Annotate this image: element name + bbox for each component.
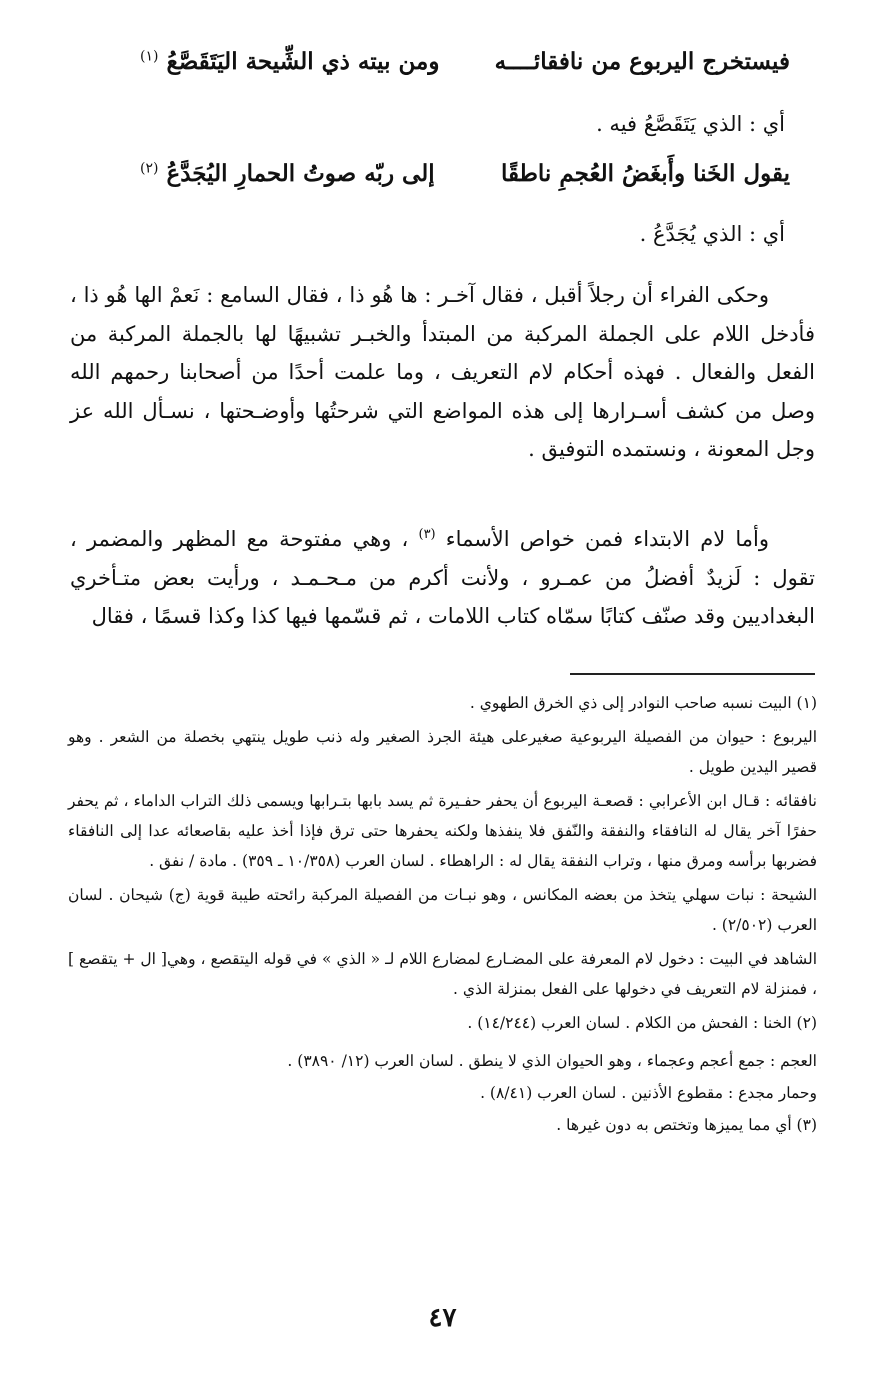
footnote-reference-3: (٣)	[418, 527, 436, 542]
paragraph-2-text-rest: ، وهي مفتوحة مع المظهر والمضمر ، تقول : لَزيدٌ أفضلُ من عمـرو ، ولأنت أكرم من مـحـمـد ، ورأيت بعض متـأخري البغداديين وقد صنّف كتابًا سمّاه كتاب اللامات ، ثم قسّمها فيها كذا وكذا قسمًا ، فقال	[70, 527, 816, 628]
footnote-3: (٣) أي مما يميزها وتختص به دون غيرها .	[556, 1116, 817, 1134]
footnote-1-shahid: الشاهد في البيت : دخول لام المعرفة على المضـارع لمضارع اللام لـ « الذي » في قوله اليتقصع ، وهي[ ال + يتقصع ] ، فمنزلة لام التعريف في دخولها على الفعل بمنزلة الذي .	[68, 950, 817, 998]
footnote-2-himar: وحمار مجدع : مقطوع الأذنين . لسان العرب (٨/٤١) .	[480, 1084, 817, 1102]
page-number: ٤٧	[428, 1303, 457, 1333]
body-paragraph-1: وحكى الفراء أن رجلاً أقبل ، فقال آخـر : ها هُو ذا ، فقال السامع : نَعمْ الها هُو ذا ، فأدخل اللام على الجملة المركبة من المبتدأ والخبـر تشبيهًا لها بالجملة المركبة من الفعل والفعال . فهذه أحكام لام التعريف ، وما علمت أحدًا من أصحابنا رحمهم الله وصل من كشف أسـرارها إلى هذه المواضع التي شرحتُها وأوضـحتها ، نسـأل الله عز وجل المعونة ، ونستمده التوفيق .	[70, 283, 815, 461]
verse-1-first-hemistich: فيستخرج اليربوع من نافقائــــه	[494, 48, 790, 75]
footnote-2: (٢) الخنا : الفحش من الكلام . لسان العرب (١٤/٢٤٤) .	[467, 1014, 817, 1032]
footnotes-section	[68, 688, 817, 1144]
footnote-reference-2: (٢)	[140, 160, 159, 177]
verse-2-second-hemistich-text: إلى ربّه صوتُ الحمارِ اليُجَدَّعُ	[166, 160, 435, 187]
paragraph-2-text-start: وأما لام الابتداء فمن خواص الأسماء	[445, 527, 769, 551]
verse-1-second-hemistich	[140, 48, 439, 75]
verse-1-second-hemistich-text: ومن بيته ذي الشِّيحة اليَتَقَصَّعُ	[166, 48, 440, 75]
verse-2-gloss: أي : الذي يُجَدَّعُ .	[639, 222, 785, 246]
footnote-separator	[570, 673, 815, 675]
footnote-2-ajam: العجم : جمع أعجم وعجماء ، وهو الحيوان الذي لا ينطق . لسان العرب (١٢/ ٣٨٩٠) .	[287, 1052, 817, 1070]
footnote-reference-1: (١)	[140, 48, 159, 65]
footnote-1-shiha: الشيحة : نبات سهلي يتخذ من بعضه المكانس ، وهو نبـات من الفصيلة المركبة رائحته طيبة قوية (ج) شيحان . لسان العرب (٢/٥٠٢) .	[68, 886, 817, 934]
verse-2-first-hemistich: يقول الخَنا وأَبغَضُ العُجمِ ناطقًا	[500, 160, 790, 187]
verse-line-2	[140, 160, 790, 187]
footnote-1-nafiqaa: نافقائه : قـال ابن الأعرابي : قصعـة اليربوع أن يحفر حفـيرة ثم يسد بابها بتـرابها ويسمى ذلك التراب الداماء ، ثم يحفر حفرًا آخر يقال له النافقاء والنفقة والنّفق فلا ينفذها ولكنه يحفرها حتى ترق فإذا أخذ عليه بقاصعائه عدا إلى النافقاء فضربها برأسه ومرق منها ، وتراب النفقة يقال له : الراهطاء . لسان العرب (١٠/٣٥٨ ـ ٣٥٩) . مادة / نفق .	[68, 792, 817, 870]
footnote-1: (١) البيت نسبه صاحب النوادر إلى ذي الخرق الطهوي .	[469, 694, 817, 712]
verse-2-second-hemistich	[140, 160, 435, 187]
body-paragraph-2	[70, 516, 815, 636]
verse-1-gloss: أي : الذي يَتَقَصَّعُ فيه .	[596, 112, 785, 136]
verse-line-1	[140, 48, 790, 75]
footnote-1-yarbu: اليربوع : حيوان من الفصيلة اليربوعية صغيرعلى هيئة الجرذ الصغير وله ذنب طويل ينتهي بخصلة من الشعر . وهو قصير اليدين طويل .	[68, 728, 817, 776]
